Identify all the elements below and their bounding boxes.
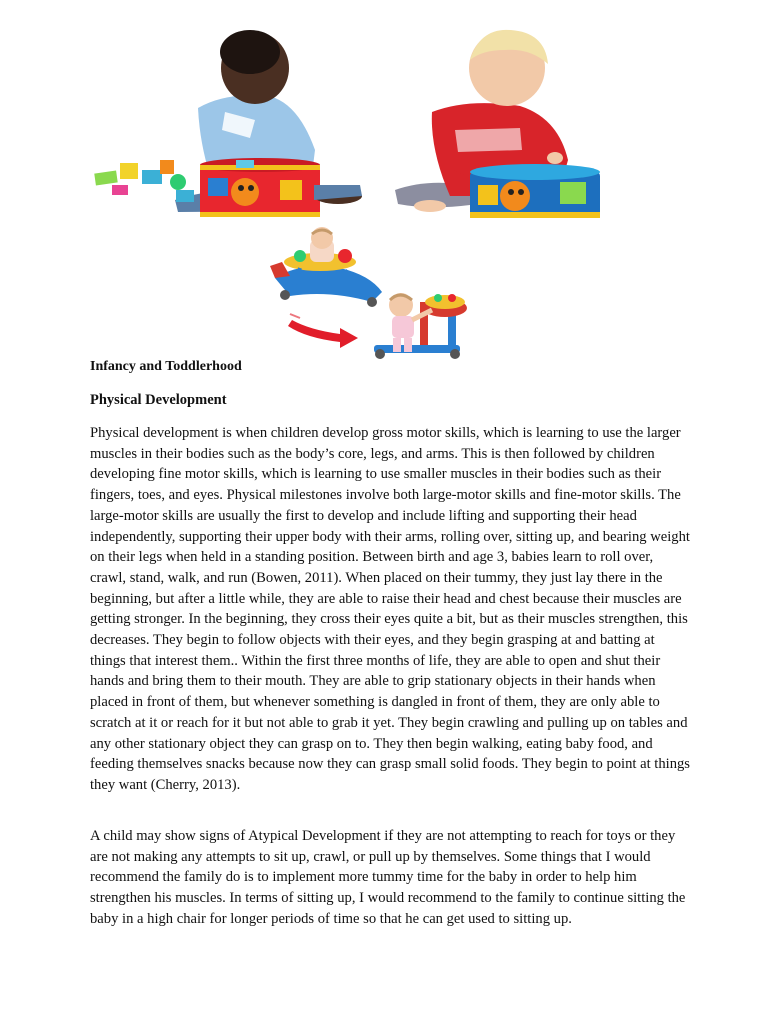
child-playing-with-shape-sorter-drum (94, 30, 362, 217)
toddler-playing-with-toy-drum (395, 30, 600, 218)
illustration-group (0, 0, 768, 360)
toddler-standing-at-walker (374, 293, 467, 359)
paragraph-physical-development: Physical development is when children develop gross motor skills, which is learning to use the larger muscles in their bodies such as the body’s core, legs, and arms. This is then followed by children developing fine motor skills, which is learning to use smaller muscles in their bodies such as their fingers, toes, and eyes. Physical milestones involve both large-motor skills and fine-motor skills. The large-motor skills are usually the first to develop and include lifting and supporting their head independently, supporting their upper body with their arms, rolling over, sitting up, and bearing weight on their legs when held in a standing position. Between birth and age 3, babies learn to roll over, crawl, stand, walk, and run (Bowen, 2011). When placed on their tummy, they just lay there in the beginning, but after a little while, they are able to raise their head and chest because their muscles are getting stronger. In the beginning, they cross their eyes quite a bit, but as their muscles strengthen, this decreases. They begin to follow objects with their eyes, and they begin grasping at and batting at things that interest them.. Within the first three months of life, they are able to open and shut their hands and bring them to their mouth. They are able to grip stationary objects in their hands when placed in front of them, but whenever something is dangled in front of them, they are only able to scratch at it or reach for it but not able to grab it yet. They begin crawling and pulling up on tables and any other stationary object they can grasp on to. They then begin walking, eating baby food, and feeding themselves snacks because now they can grasp small solid foods. They begin to point at things they want (Cherry, 2013). (90, 425, 690, 793)
section-heading: Physical Development (90, 392, 227, 408)
red-arrow (288, 314, 358, 348)
document-title: Infancy and Toddlerhood (90, 359, 242, 374)
paragraph-atypical-development: A child may show signs of Atypical Development if they are not attempting to reach for toys or they are not making any attempts to sit up, crawl, or pull up by themselves. Some things that I would recommend the family do is to implement more tummy time for the baby in order to help him strengthen his muscles. In terms of sitting up, I would recommend to the family to continue sitting the baby in a high chair for longer periods of time so that he can get used to sitting up. (90, 828, 686, 927)
baby-in-activity-walker (270, 227, 382, 307)
